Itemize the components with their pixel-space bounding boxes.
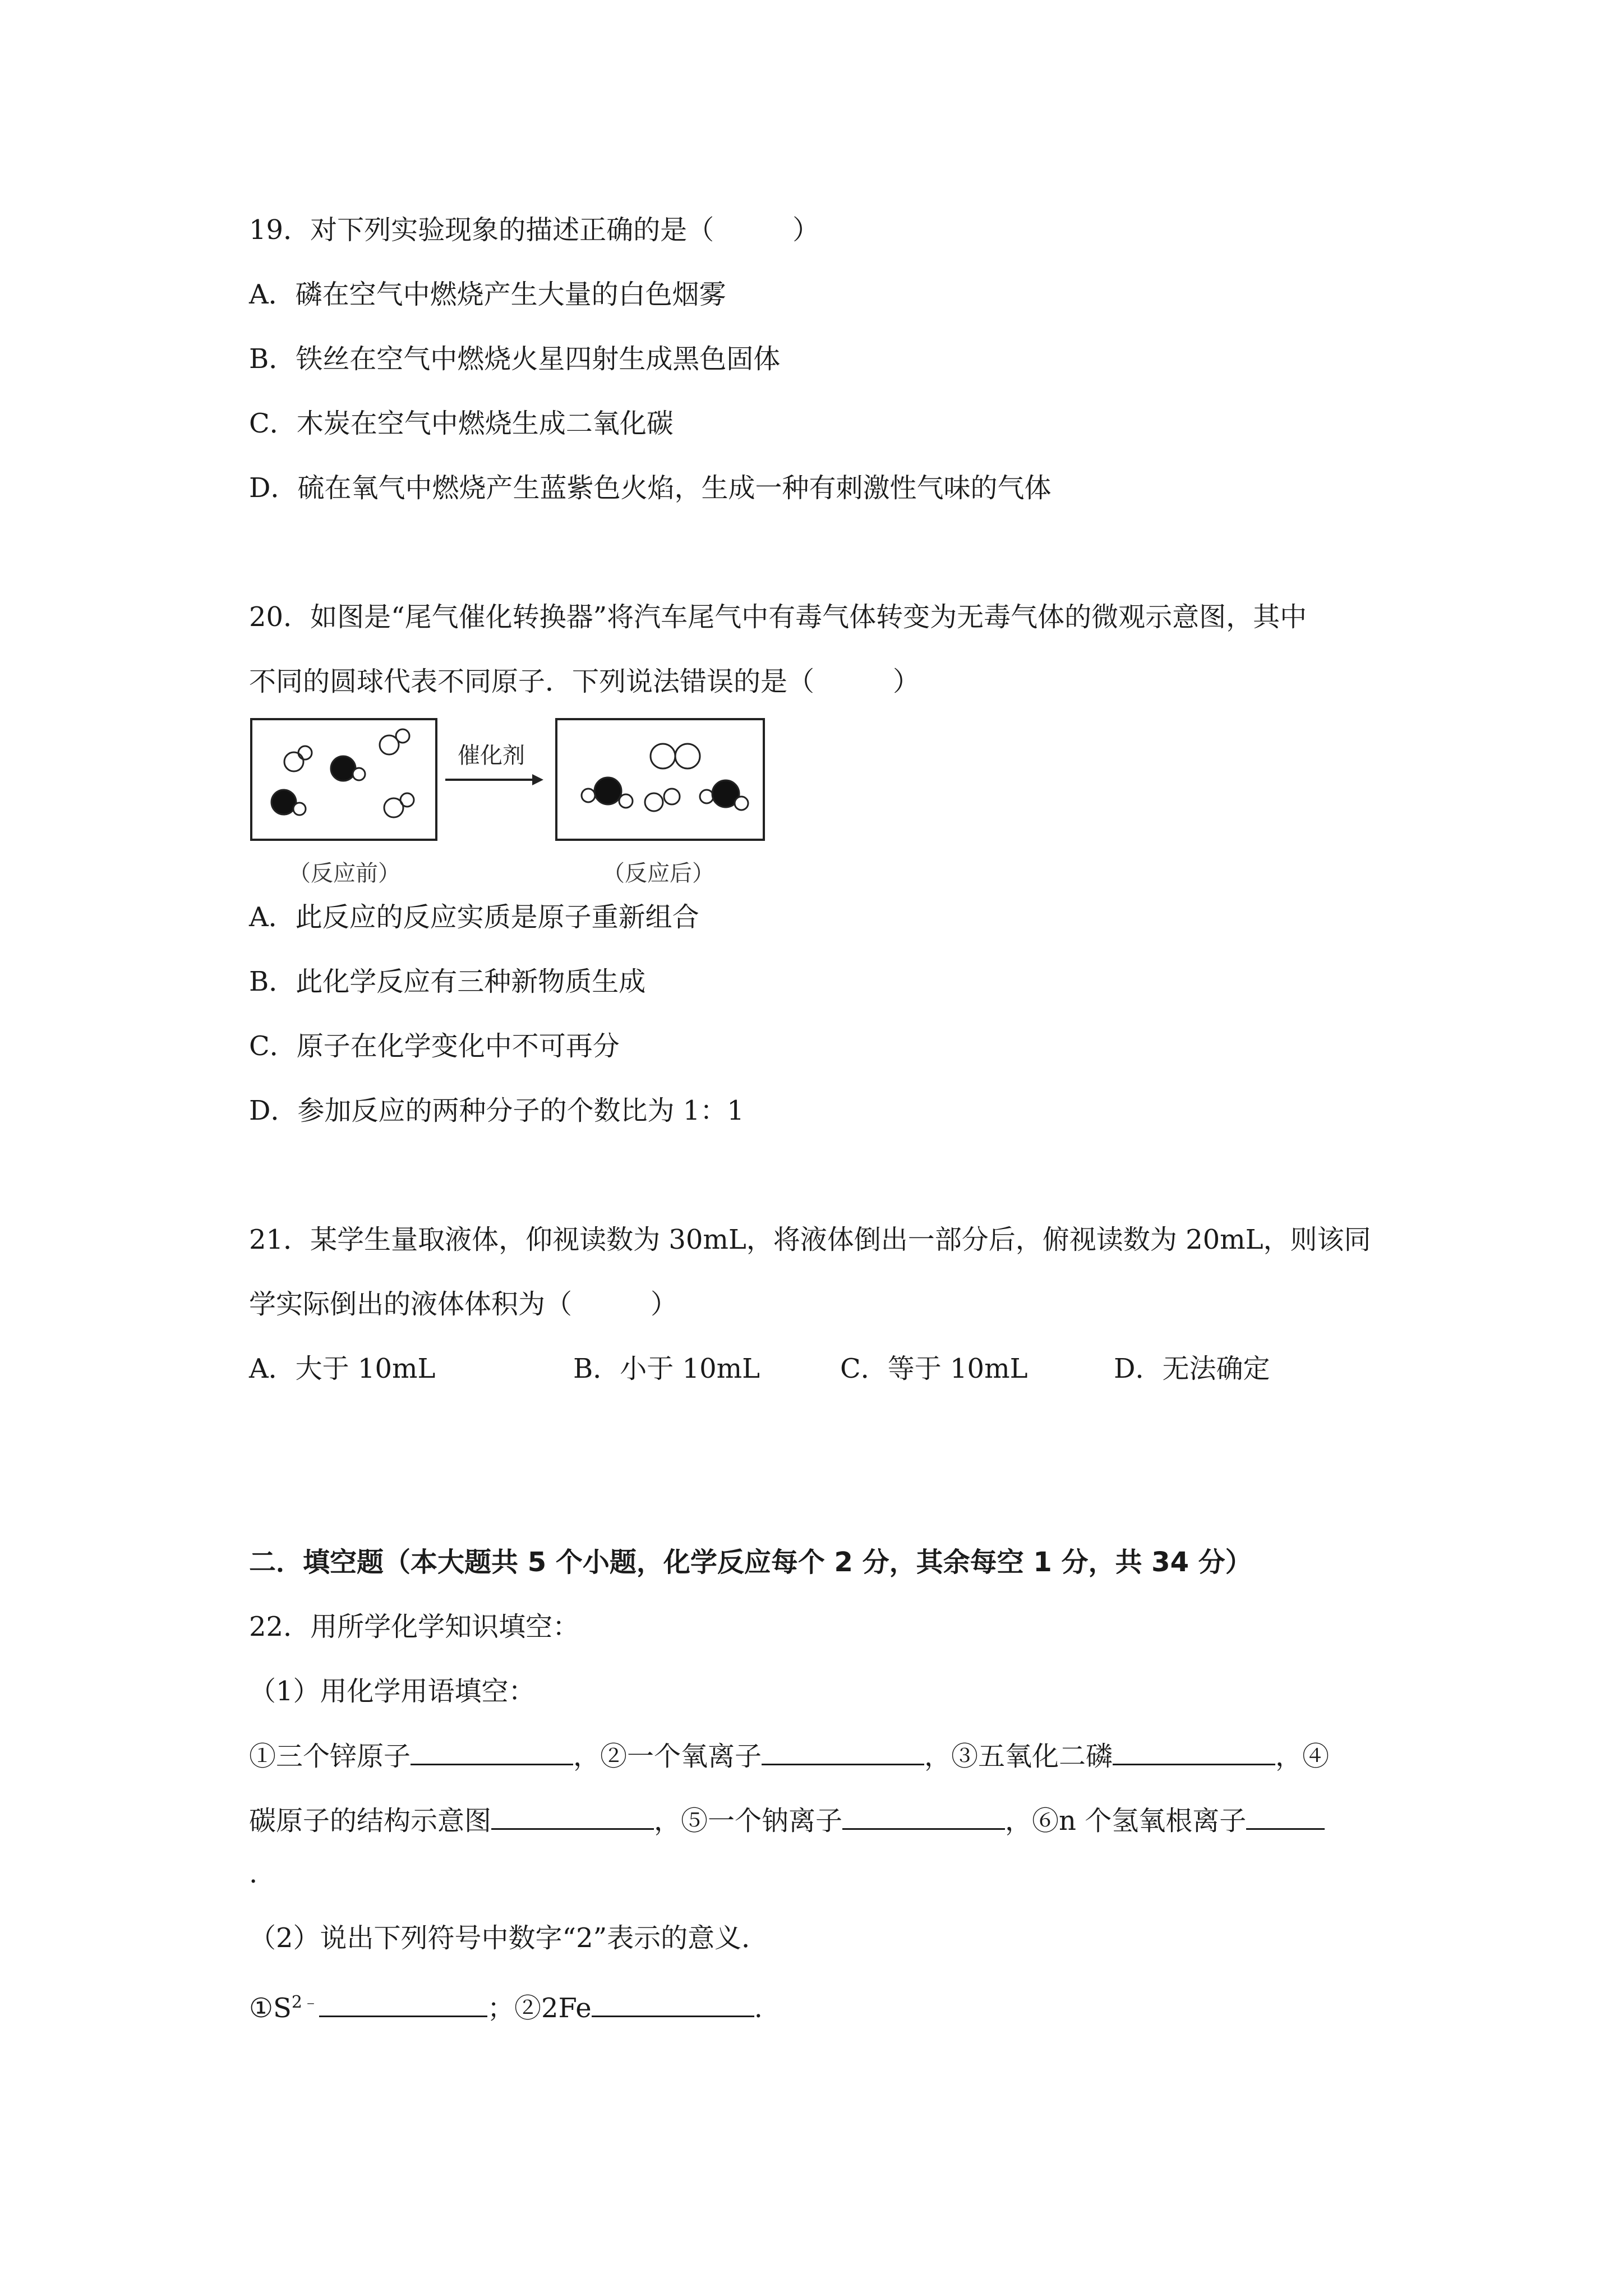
q21-option-a: A．大于 10mL xyxy=(249,1353,436,1384)
q20-stem-close: ） xyxy=(893,666,920,697)
answer-blank[interactable] xyxy=(842,1803,1005,1830)
q22-item4: ，④ xyxy=(1275,1741,1330,1772)
molecule-after-3 xyxy=(645,789,680,811)
q21-stem-line2 xyxy=(249,1287,677,1321)
q22-item5: ，⑤一个钠离子 xyxy=(654,1805,843,1837)
before-label: （反应前） xyxy=(288,861,400,886)
catalyst-label: 催化剂 xyxy=(458,743,525,769)
molecule-after-1 xyxy=(651,744,700,769)
molecule-before-4 xyxy=(271,790,306,815)
q22-item1: ①三个锌原子 xyxy=(249,1741,411,1772)
q20-option-a: A．此反应的反应实质是原子重新组合 xyxy=(249,901,699,933)
molecule-after-2 xyxy=(582,777,633,808)
answer-blank[interactable] xyxy=(319,1991,487,2017)
q22-item3: ，③五氧化二磷 xyxy=(924,1741,1113,1772)
q19-option-a: A．磷在空气中燃烧产生大量的白色烟雾 xyxy=(249,279,726,310)
q19-stem-text: 19．对下列实验现象的描述正确的是（ xyxy=(249,214,714,246)
answer-blank[interactable] xyxy=(491,1803,654,1830)
q19-stem xyxy=(249,213,819,247)
q20-stem-line2 xyxy=(249,665,920,698)
q20-option-d: D．参加反应的两种分子的个数比为 1：1 xyxy=(249,1095,744,1126)
q22-end-period: . xyxy=(754,1993,763,2024)
after-box xyxy=(556,719,764,840)
q20-option-b: B．此化学反应有三种新物质生成 xyxy=(249,966,646,997)
after-label: （反应后） xyxy=(602,861,714,886)
q21-stem-line1: 21．某学生量取液体，仰视读数为 30mL，将液体倒出一部分后，俯视读数为 20mL，则该同 xyxy=(249,1224,1371,1255)
q20-option-c: C．原子在化学变化中不可再分 xyxy=(249,1030,620,1062)
reaction-diagram xyxy=(249,712,782,898)
q22-item4-cont: 碳原子的结构示意图 xyxy=(249,1805,492,1837)
molecule-before-2 xyxy=(331,756,365,781)
q22-symbol-s: ①S xyxy=(249,1993,292,2024)
q21-stem-text: 学实际倒出的液体体积为（ xyxy=(249,1289,573,1320)
section2-heading: 二．填空题（本大题共 5 个小题，化学反应每个 2 分，其余每空 1 分，共 34 分） xyxy=(249,1547,1252,1578)
q19-option-c: C．木炭在空气中燃烧生成二氧化碳 xyxy=(249,408,674,439)
answer-blank[interactable] xyxy=(592,1991,754,2017)
molecule-before-1 xyxy=(284,746,312,771)
q22-symbol-fe: ；②2Fe xyxy=(487,1993,592,2024)
q22-fill-line1 xyxy=(249,1739,1329,1773)
q19-option-b: B．铁丝在空气中燃烧火星四射生成黑色固体 xyxy=(249,343,781,375)
q22-item6: ，⑥n 个氢氧根离子 xyxy=(1005,1805,1247,1837)
q21-option-b: B．小于 10mL xyxy=(573,1353,760,1384)
answer-blank[interactable] xyxy=(1113,1739,1275,1765)
molecule-after-4 xyxy=(700,780,748,810)
q20-stem-text: 不同的圆球代表不同原子．下列说法错误的是（ xyxy=(249,666,815,697)
q22-fill-line3: . xyxy=(249,1858,258,1889)
q21-option-d: D．无法确定 xyxy=(1114,1353,1270,1384)
q19-option-d: D．硫在氧气中燃烧产生蓝紫色火焰，生成一种有刺激性气味的气体 xyxy=(249,472,1052,504)
q21-option-c: C．等于 10mL xyxy=(840,1353,1028,1384)
q22-symbol-charge: 2﹣ xyxy=(291,1993,320,2012)
q22-part2: （2）说出下列符号中数字“2”表示的意义． xyxy=(249,1922,769,1954)
q20-stem-line1: 20．如图是“尾气催化转换器”将汽车尾气中有毒气体转变为无毒气体的微观示意图，其中 xyxy=(249,601,1307,633)
q19-stem-close: ） xyxy=(792,214,820,246)
molecule-before-5 xyxy=(384,793,414,817)
q21-stem-close: ） xyxy=(651,1289,678,1320)
q22-fill-line4 xyxy=(249,1986,763,2025)
reaction-arrowhead xyxy=(532,774,543,785)
answer-blank[interactable] xyxy=(1246,1803,1325,1830)
q22-item2: ，②一个氧离子 xyxy=(573,1741,762,1772)
q22-fill-line2 xyxy=(249,1803,1325,1838)
answer-blank[interactable] xyxy=(762,1739,924,1765)
molecule-before-3 xyxy=(380,729,409,754)
q22-part1: （1）用化学用语填空： xyxy=(249,1676,536,1707)
q22-stem: 22．用所学化学知识填空： xyxy=(249,1611,580,1642)
answer-blank[interactable] xyxy=(411,1739,573,1765)
